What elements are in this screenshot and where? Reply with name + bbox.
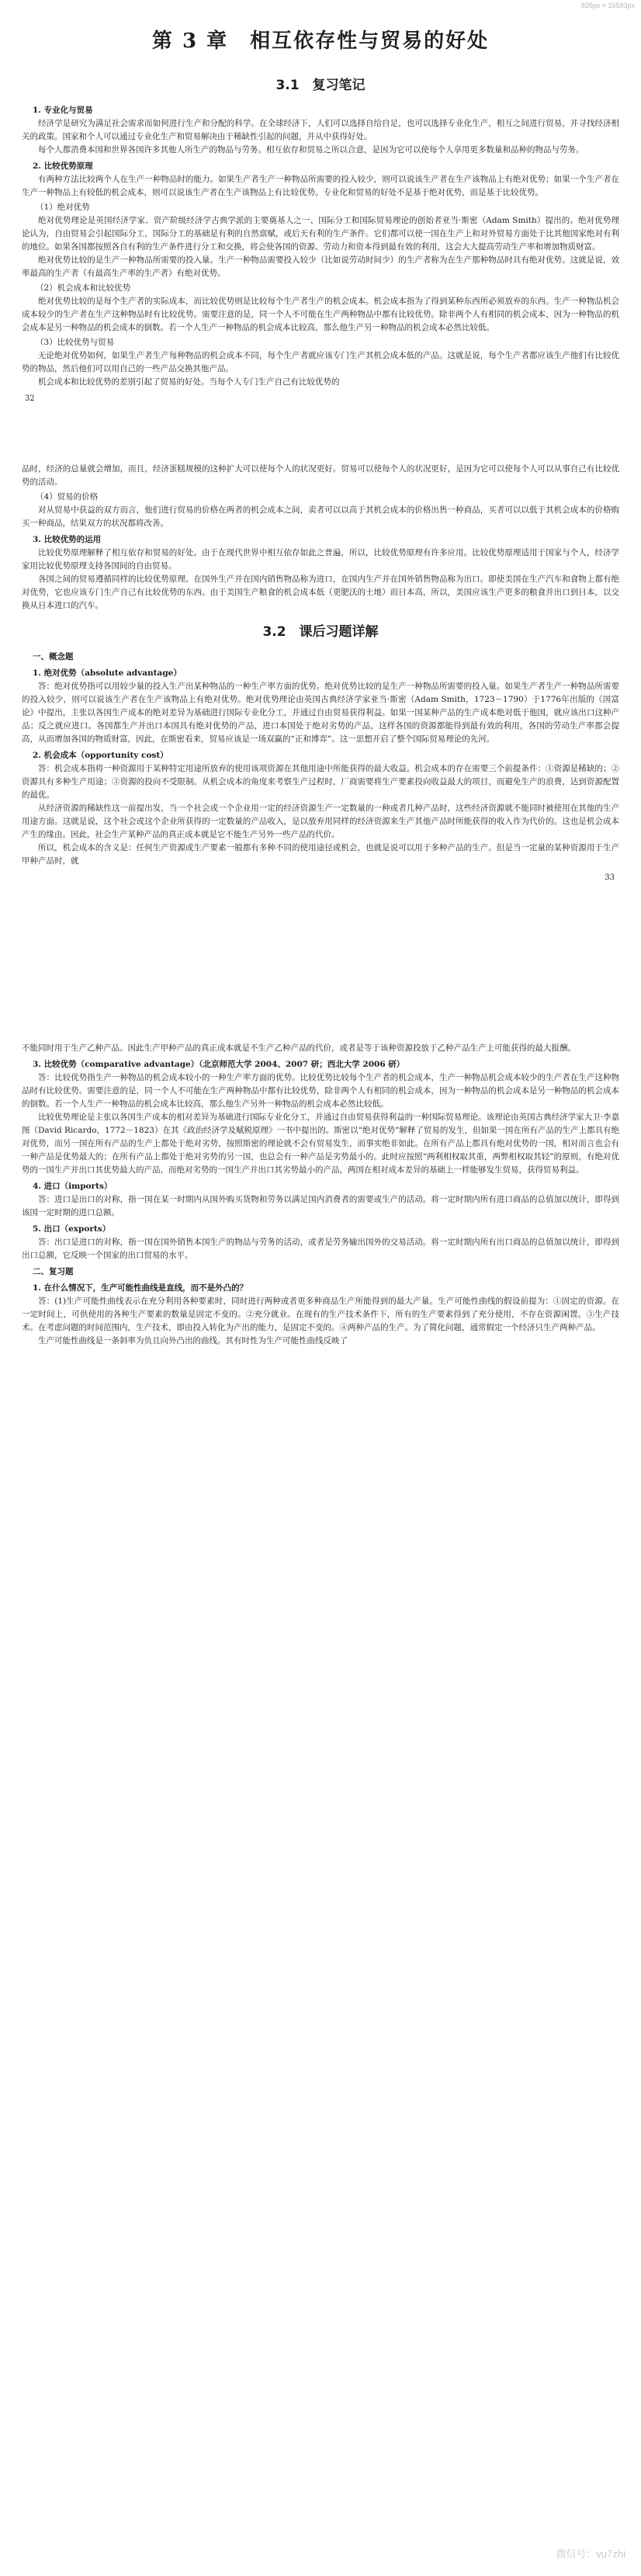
subheading: （2）机会成本和比较优势 bbox=[36, 283, 131, 293]
paragraph: 从经济资源的稀缺性这一前提出发，当一个社会或一个企业用一定的经济资源生产一定数量的一种或者几种产品时，这些经济资源就不能同时被使用在其他的生产用途方面。这就是说，这个社会或这个企业所获得的一定数量的产品收入，是以放弃用同样的经济资源来生产其他产品时所能获得的收入作为代价的。这也是机会成本产生的缘由。因此，社会生产某种产品的真正成本就是它不能生产另外一些产品的代价。 bbox=[22, 804, 619, 839]
book-page-34 bbox=[22, 1042, 619, 2576]
paragraph: 有两种方法比较两个人在生产一种物品时的能力。如果生产者生产一种物品所需要的投入较少，则可以说该生产者在生产该物品上有绝对优势；如果一个生产者在生产一种物品上有较低的机会成本，则可以说该生产者在生产该物品上有比较优势。专业化和贸易的好处不是基于绝对优势，而是基于比较优势。 bbox=[22, 175, 619, 197]
paragraph: 机会成本和比较优势的差别引起了贸易的好处。当每个人专门生产自己有比较优势的 bbox=[38, 377, 340, 387]
heading: 3. 比较优势（comparative advantage）（北京师范大学 2004、2007 研；西北大学 2006 研） bbox=[33, 1060, 405, 1069]
paragraph: 对从贸易中获益的双方而言，他们进行贸易的价格在两者的机会成本之间，卖者可以以高于其机会成本的价格出售一种商品，买者可以以低于其机会成本的价格购买一种商品，结果双方的状况都将改善。 bbox=[22, 505, 619, 528]
paragraph: 答：比较优势指生产一种物品的机会成本较小的一种生产率方面的优势。比较优势比较每个生产者的机会成本，生产一种物品机会成本较少的生产者在生产这种物品时有比较优势。需要注意的是，同一个人不可能在生产两种物品中都有比较优势，除非两个人有相同的机会成本，因为一种物品的机会成本是另一种物品的机会成本的倒数。若一个人生产一种物品的机会成本比较高，那么他生产另外一种物品的机会成本必然比较低。 bbox=[22, 1073, 619, 1109]
heading: 2. 机会成本（opportunity cost） bbox=[33, 751, 168, 760]
paragraph: 绝对优势比较的是生产一种物品所需要的投入量。生产一种物品需要投入较少（比如说劳动时间少）的生产者称为在生产那种物品时具有绝对优势。这就是说，效率最高的生产者（有最高生产率的生产者）有绝对优势。 bbox=[22, 255, 619, 278]
paragraph: 答：机会成本指将一种资源用于某种特定用途所放弃的使用该项资源在其他用途中所能获得的最大收益。机会成本的存在需要三个前提条件：①资源是稀缺的；②资源具有多种生产用途；③资源的投向不受限制。从机会成本的角度来考察生产过程时，厂商需要将生产要素投向收益最大的项目，而避免生产的浪费，达到资源配置的最优。 bbox=[22, 764, 619, 800]
paragraph: 经济学是研究为满足社会需求而如何进行生产和分配的科学。在全球经济下，人们可以选择自给自足，也可以选择专业化生产，相互之间进行贸易，并寻找经济相关的政策。国家和个人可以通过专业化生产和贸易解决由于稀缺性引起的问题，并从中获得好处。 bbox=[22, 119, 619, 141]
heading: 2. 比较优势原理 bbox=[33, 161, 93, 171]
paragraph: 绝对优势理论是英国经济学家、资产阶级经济学古典学派的主要奠基人之一、国际分工和国际贸易理论的创始者亚当·斯密（Adam Smith）提出的。绝对优势理论认为，自由贸易会引起国际分工，国际分工的基础是有利的自然禀赋，或后天有利的生产条件。它们都可以使一国在生产上和对外贸易方面处于比其他国家绝对有利的地位。如果各国都按照各自有利的生产条件进行分工和交换，将会使各国的资源、劳动力和资本得到最有效的利用，这会大大提高劳动生产率和增加物质财富。 bbox=[22, 216, 619, 252]
heading: 4. 进口（imports） bbox=[33, 1182, 113, 1191]
paragraph: 无论绝对优势如何，如果生产者生产每种物品的机会成本不同，每个生产者就应该专门生产其机会成本低的产品。这就是说，每个生产者都应该生产他们有比较优势的物品，然后他们可以用自己的一些产品交换其他产品。 bbox=[22, 351, 619, 373]
paragraph: 生产可能性曲线是一条斜率为负且向外凸出的曲线。其有时性为生产可能性曲线反映了 bbox=[38, 1336, 348, 1345]
section-title: 3.2 课后习题详解 bbox=[262, 624, 379, 640]
subheading: （4）贸易的价格 bbox=[36, 492, 99, 502]
section-title: 3.1 复习笔记 bbox=[275, 78, 366, 93]
paragraph: 所以，机会成本的含义是：任何生产资源或生产要素一般都有多种不同的使用途径或机会，也就是说可以用于多种产品的生产。但是当一定量的某种资源用于生产甲种产品时，就 bbox=[22, 843, 619, 866]
heading: 5. 出口（exports） bbox=[33, 1224, 111, 1234]
heading: 1. 专业化与贸易 bbox=[33, 106, 93, 115]
book-page-33 bbox=[22, 463, 619, 1034]
paragraph: 答：进口是出口的对称，指一国在某一时期内从国外购买货物和劳务以满足国内消费者的需要或生产的活动。将一定时期内所有进口商品的总值加以统计，即得到该国一定时期的进口总额。 bbox=[22, 1195, 619, 1217]
book-page-32 bbox=[22, 14, 619, 422]
heading: 1. 在什么情况下，生产可能性曲线是直线，而不是外凸的？ bbox=[33, 1283, 248, 1293]
paragraph: 各国之间的贸易遵循同样的比较优势原理。在国外生产并在国内销售物品称为进口，在国内生产并在国外销售物品称为出口。即使美国在生产汽车和食物上都有绝对优势，它也应该专门生产自己有比较优势的东西。由于美国生产粮食的机会成本低（更肥沃的土地）而日本高，所以，美国应该生产更多的粮食并出口到日本，以交换从日本进口的汽车。 bbox=[22, 575, 619, 610]
paragraph: 答：(1)生产可能性曲线表示在充分利用各种要素时，同时进行两种或者更多种商品生产所能得到的最大产量。生产可能性曲线的假设前提为：①固定的资源。在一定时间上，可供使用的各种生产要素的数量是固定不变的。②充分就业。在现有的生产技术条件下，所有的生产要素得到了充分使用，不存在资源闲置。③生产技术。在考虑问题的时间范围内，生产技术，即由投入转化为产出的能力，是固定不变的。④两种产品的生产。为了简化问题，通常假定一个经济只生产两种产品。 bbox=[22, 1297, 619, 1332]
image-dimensions: 826px × 16593px bbox=[580, 2, 635, 9]
paragraph: 答：绝对优势指可以用较少量的投入生产出某种物品的一种生产率方面的优势。绝对优势比较的是生产一种物品所需要的投入量。如果生产者生产一种物品所需要的投入较少，则可以说该生产者在生产该物品上有绝对优势。绝对优势理论由英国古典经济学家亚当·斯密（Adam Smith，1723－1790）于1776年出版的《国富论》中提出，主张以各国生产成本的绝对差异为基础进行国际专业化分工，并通过自由贸易获得利益。如果一国某种产品的生产成本绝对低于他国，就应该出口这种产品；反之就应进口。各国都生产并出口本国具有绝对优势的产品，进口本国处于绝对劣势的产品，这样各国的资源都能得到最有效的利用，各国的劳动生产率都会提高，从而增加各国的物质财富，因此，在斯密看来，贸易应该是一场双赢的“正和博弈”。这一思想开启了整个国际贸易理论的先河。 bbox=[22, 682, 619, 744]
subheading: （3）比较优势与贸易 bbox=[36, 338, 115, 347]
paragraph: 品时，经济的总量就会增加，而且，经济蛋糕规模的这种扩大可以使每个人的状况更好。贸易可以使每个人的状况更好，是因为它可以使每个人可以从事自己有比较优势的活动。 bbox=[22, 464, 619, 487]
heading: 3. 比较优势的运用 bbox=[33, 535, 102, 544]
paragraph: 绝对优势比较的是每个生产者的实际成本，而比较优势则是比较每个生产者生产的机会成本。机会成本指为了得到某种东西所必须放弃的东西。生产一种物品机会成本较少的生产者在生产这种物品时有比较优势。需要注意的是，同一个人不可能在生产两种物品中都有比较优势。除非两个人有相同的机会成本，因为一种物品的机会成本是另一种物品的机会成本的倒数。若一个人生产一种物品的机会成本比较高，那么他生产另一种物品的机会成本必然比较低。 bbox=[22, 297, 619, 332]
paragraph: 答：出口是进口的对称，指一国在国外销售本国生产的物品与劳务的活动，或者是劳务输出国外的交易活动。将一定时期内所有出口商品的总值加以统计，即得到出口总额，它反映一个国家的出口贸易的水平。 bbox=[22, 1238, 619, 1260]
paragraph: 比较优势理论是主张以各国生产成本的相对差异为基础进行国际专业化分工，并通过自由贸易获得利益的一种国际贸易理论。该理论由英国古典经济学家大卫·李嘉图（David Ricardo，1772－1823）在其《政治经济学及赋税原理》一书中提出的。斯密以“绝对优势”解释了贸易的发生，但如果一国在所有产品的生产上都具有绝对优势，而另一国在所有产品的生产上都处于绝对劣势，按照斯密的理论就不会有贸易发生，而事实绝非如此。在所有产品上都具有绝对优势的一国，相对而言也会有一种产品是优势最大的；在所有产品上都处于绝对劣势的另一国，也总会有一种产品是劣势最小的。此时应按照“两利相权取其重，两弊相权取其轻”的原则，有绝对优势的一国生产并出口其优势最大的产品，而绝对劣势的一国生产并出口其劣势最小的产品，两国在相对成本差异的基础上一样能够发生贸易，获得贸易利益。 bbox=[22, 1113, 619, 1175]
chapter-title: 第 3 章 相互依存性与贸易的好处 bbox=[151, 30, 490, 53]
paragraph: 每个人都消费本国和世界各国许多其他人所生产的物品与劳务。相互依存和贸易之所以合意，是因为它可以使每个人享用更多数量和品种的物品与劳务。 bbox=[38, 145, 584, 154]
heading: 二、复习题 bbox=[33, 1267, 74, 1276]
paragraph: 不能同时用于生产乙种产品。因此生产甲种产品的真正成本就是不生产乙种产品的代价，或者是等于该种资源投放于乙种产品生产上可能获得的最大报酬。 bbox=[22, 1043, 576, 1053]
page-number: 32 bbox=[25, 394, 35, 403]
subheading: （1）绝对优势 bbox=[36, 203, 90, 212]
page-number: 33 bbox=[605, 873, 615, 882]
heading: 1. 绝对优势（absolute advantage） bbox=[33, 668, 182, 678]
viewer-bar bbox=[0, 0, 641, 11]
watermark: 微信号：vu7zhi bbox=[556, 2548, 625, 2560]
heading: 一、概念题 bbox=[33, 652, 74, 661]
paragraph: 比较优势原理解释了相互依存和贸易的好处。由于在现代世界中相互依存如此之普遍，所以，比较优势原理有许多应用。比较优势原理适用于国家与个人，经济学家用比较优势原理支持各国间的自由贸易。 bbox=[22, 548, 619, 571]
